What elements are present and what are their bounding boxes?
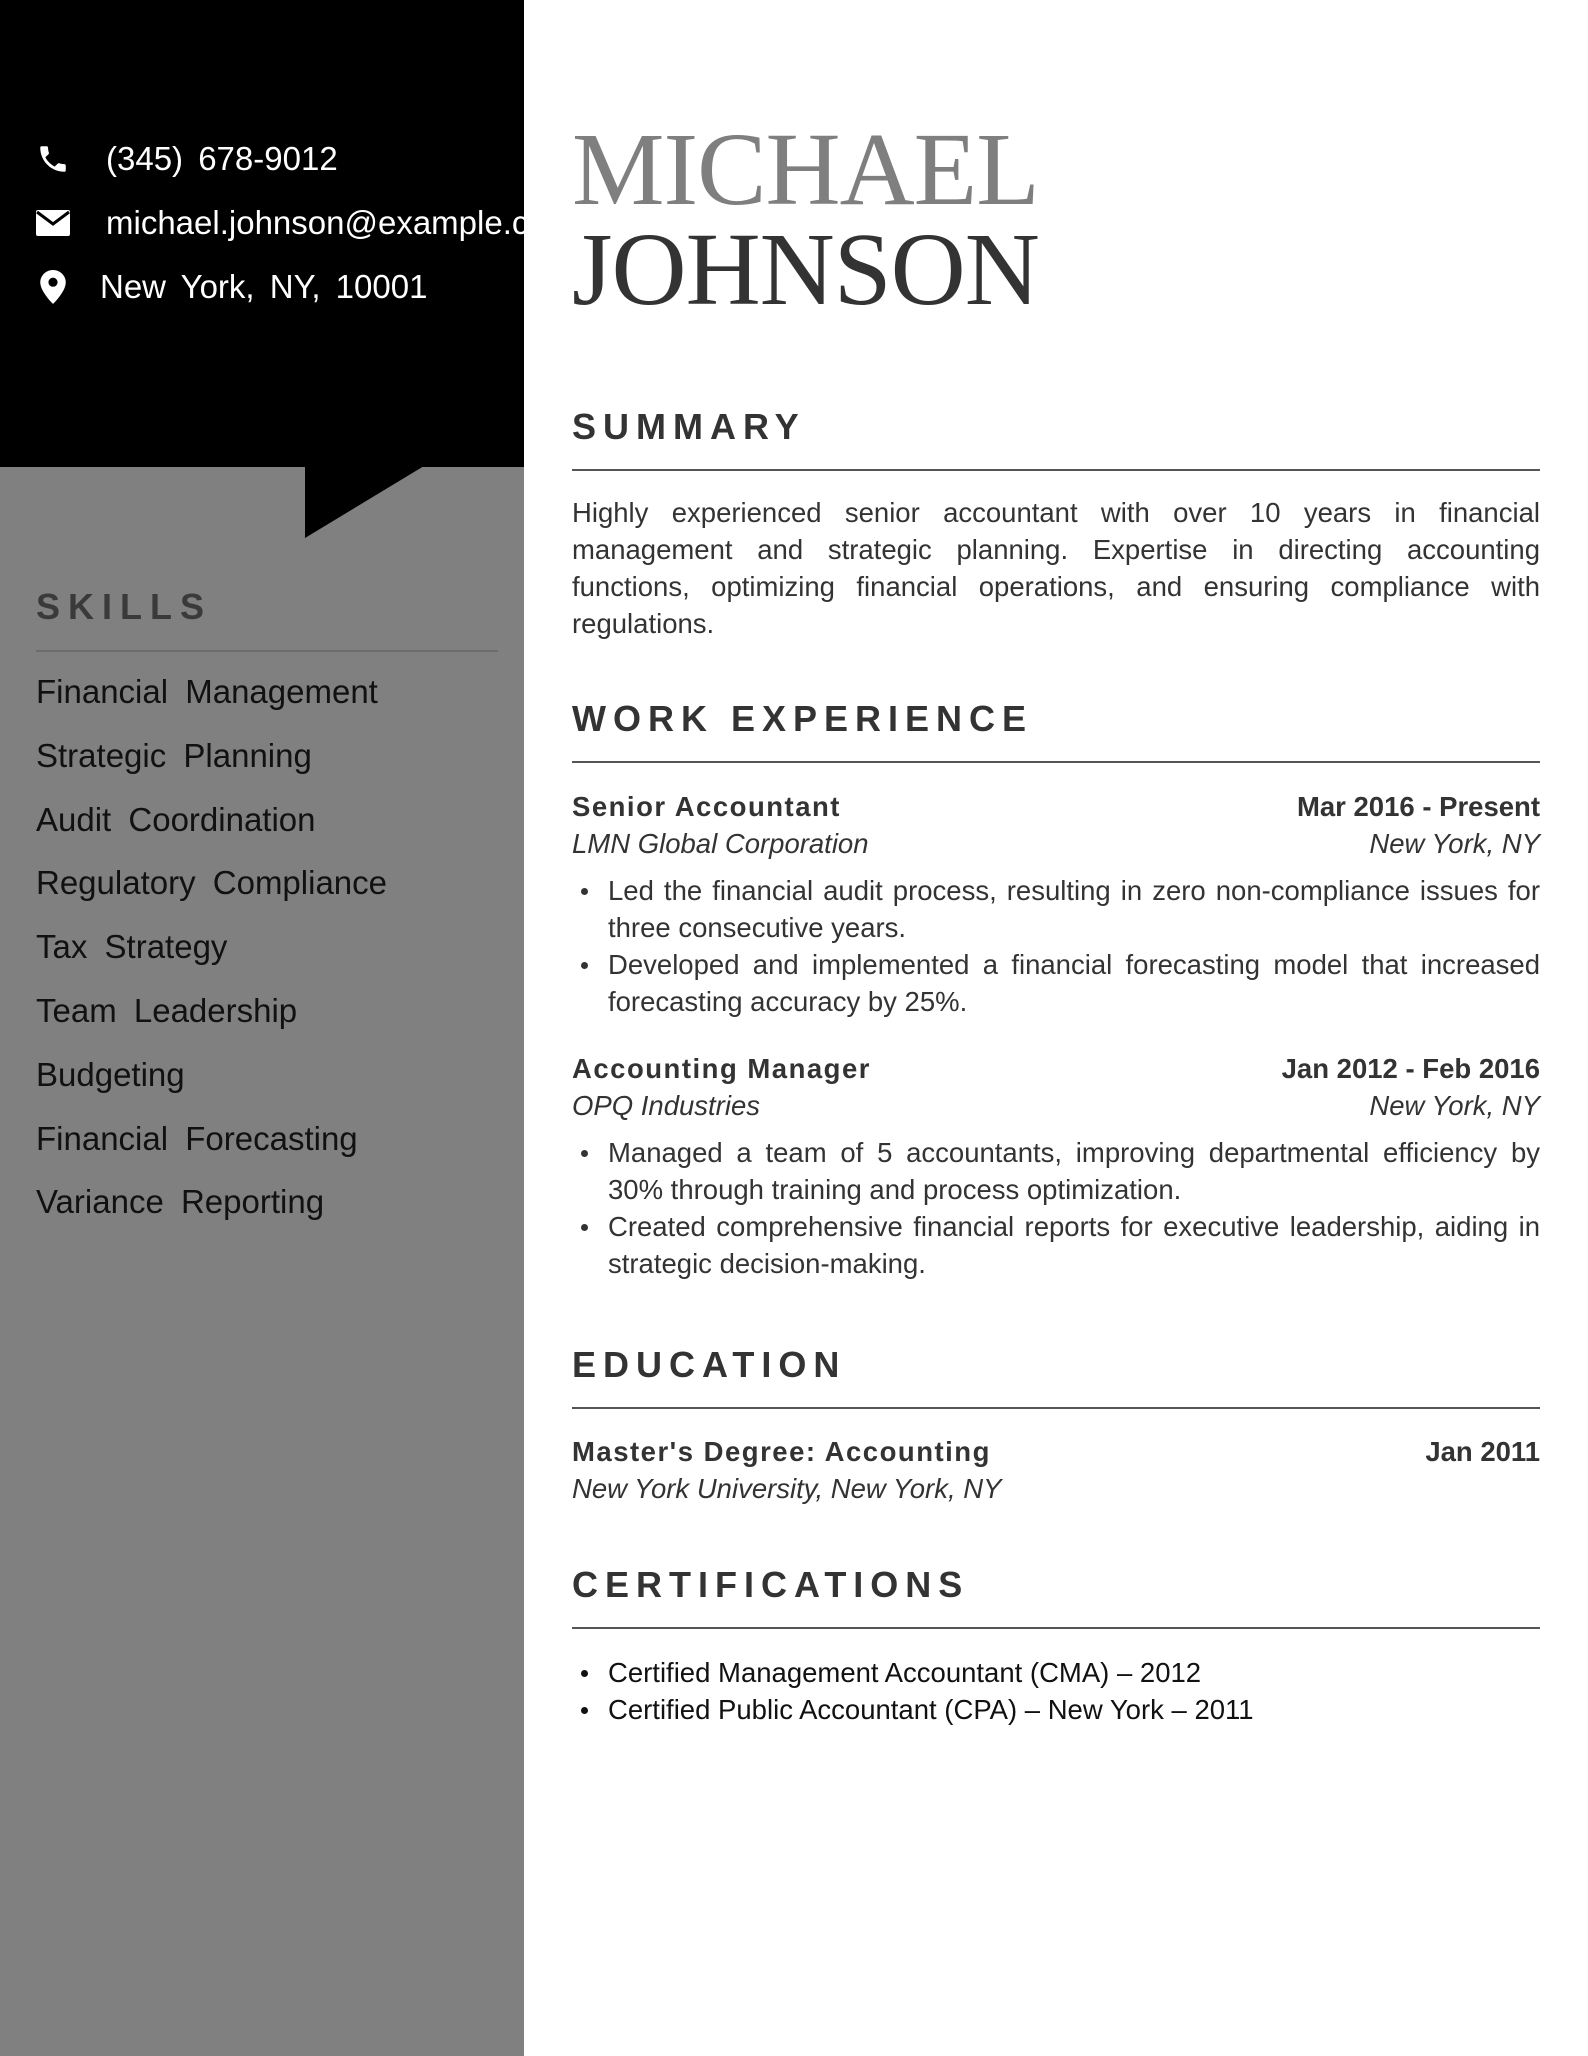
skill-item: Variance Reporting [36, 1183, 325, 1221]
job-title: Senior Accountant [572, 791, 841, 822]
envelope-icon [34, 204, 72, 242]
experience-heading: WORK EXPERIENCE [572, 698, 1034, 739]
skill-item: Team Leadership [36, 991, 298, 1029]
skill-item: Financial Forecasting [36, 1119, 358, 1157]
job-dates: Mar 2016 - Present [1296, 791, 1540, 822]
job-title: Accounting Manager [572, 1053, 871, 1084]
job-company: OPQ Industries [572, 1090, 760, 1121]
job-bullet: Led the financial audit process, resulting in zero non-compliance issues for three consecutive years. [608, 872, 1540, 946]
experience-divider [572, 761, 1540, 763]
address-text: New York, NY, 10001 [100, 268, 428, 305]
summary-divider [572, 469, 1540, 471]
degree-title: Master's Degree: Accounting [572, 1436, 991, 1467]
skills-divider [36, 650, 498, 652]
certifications-divider [572, 1627, 1540, 1629]
summary-text: Highly experienced senior accountant with over 10 years in financial management and strategic planning. Expertise in directing accounting functions, optimizing financial operations, and ensuring compliance with regulations. [572, 497, 1540, 639]
sidebar [0, 0, 575, 2056]
certification-item: Certified Public Accountant (CPA) – New York – 2011 [608, 1691, 1540, 1728]
phone-icon [34, 140, 72, 178]
job-company: LMN Global Corporation [572, 828, 869, 859]
contact-email [34, 201, 575, 245]
job-bullet: Created comprehensive financial reports for executive leadership, aiding in strategic decision-making. [608, 1208, 1540, 1282]
last-name: JOHNSON [572, 212, 1039, 327]
phone-text: (345) 678-9012 [106, 140, 338, 177]
education-entry [572, 1433, 1540, 1507]
email-text: michael.johnson@example.com [106, 204, 575, 241]
job-bullets [572, 1134, 1540, 1282]
job-location: New York, NY [1369, 1090, 1540, 1121]
contact-block [0, 0, 575, 467]
certification-item: Certified Management Accountant (CMA) – 2012 [608, 1654, 1540, 1691]
job-bullet: Managed a team of 5 accountants, improving departmental efficiency by 30% through training and process optimization. [608, 1134, 1540, 1208]
job-entry [572, 788, 1540, 1020]
contact-address [34, 265, 427, 309]
map-pin-icon [34, 268, 72, 306]
job-entry [572, 1050, 1540, 1282]
skill-item: Budgeting [36, 1055, 185, 1093]
skill-item: Audit Coordination [36, 800, 316, 838]
certifications-section [572, 1644, 1540, 1728]
skill-item: Financial Management [36, 673, 378, 710]
skills-heading: SKILLS [36, 586, 213, 627]
job-dates: Jan 2012 - Feb 2016 [1281, 1053, 1540, 1084]
certifications-list [572, 1654, 1540, 1728]
first-name: MICHAEL [572, 112, 1039, 227]
education-heading: EDUCATION [572, 1344, 847, 1385]
skills-list [36, 668, 387, 1242]
school-name: New York University, New York, NY [572, 1473, 1002, 1504]
job-bullet: Developed and implemented a financial forecasting model that increased forecasting accuracy by 25%. [608, 946, 1540, 1020]
certifications-heading: CERTIFICATIONS [572, 1564, 970, 1605]
skill-item: Regulatory Compliance [36, 864, 388, 902]
contact-phone [34, 137, 338, 181]
skill-item: Tax Strategy [36, 928, 228, 966]
summary-heading: SUMMARY [572, 406, 806, 447]
degree-date: Jan 2011 [1425, 1436, 1540, 1467]
skill-item: Strategic Planning [36, 736, 312, 774]
job-location: New York, NY [1369, 828, 1540, 859]
education-divider [572, 1407, 1540, 1409]
header-notch [0, 466, 524, 540]
job-bullets [572, 872, 1540, 1020]
